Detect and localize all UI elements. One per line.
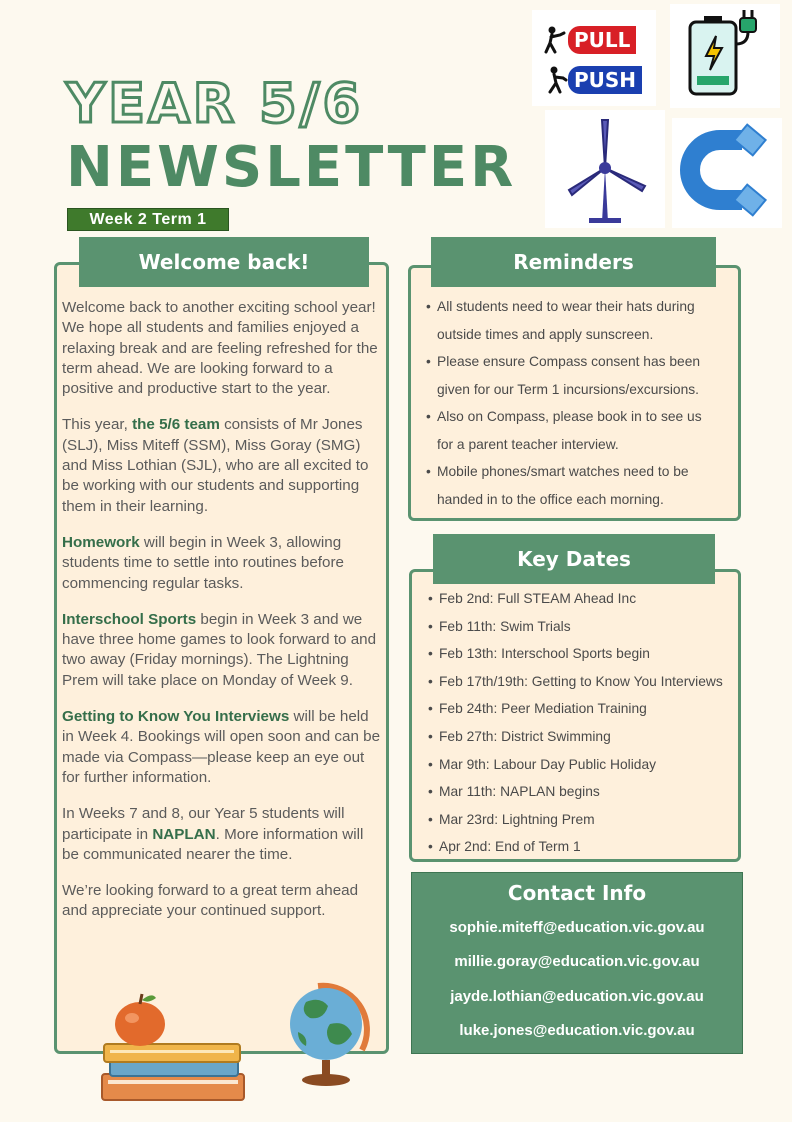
list-item: • Mar 9th: Labour Day Public Holiday: [428, 751, 738, 779]
closing-paragraph: We’re looking forward to a great term ahead and appreciate your continued support.: [62, 882, 359, 920]
key-dates-heading: Key Dates: [433, 534, 715, 584]
reminders-list: [426, 293, 736, 513]
list-item: • Feb 27th: District Swimming: [428, 723, 738, 751]
week-badge: Week 2 Term 1: [67, 208, 229, 231]
naplan-paragraph: In Weeks 7 and 8, our Year 5 students will participate in NAPLAN. More information will be communicated nearer the time.: [62, 805, 364, 863]
apple-books-icon: [96, 992, 252, 1106]
list-item: • Apr 2nd: End of Term 1: [428, 833, 738, 861]
reminders-heading: Reminders: [431, 237, 716, 287]
list-item: • Mar 11th: NAPLAN begins: [428, 778, 738, 806]
list-item: • Feb 13th: Interschool Sports begin: [428, 640, 738, 668]
list-item: • Also on Compass, please book in to see us: [426, 403, 736, 431]
contact-panel: [411, 872, 743, 1054]
contact-email[interactable]: millie.goray@education.vic.gov.au: [454, 953, 700, 971]
contact-email[interactable]: sophie.miteff@education.vic.gov.au: [449, 919, 705, 936]
pull-push-icon: [532, 10, 656, 106]
welcome-paragraph: Welcome back to another exciting school year! We hope all students and families enjoyed a relaxing break and are feeling refreshed for the term ahead. We are looking forward to a positive and productive start to the year.: [62, 299, 378, 398]
list-item: • Feb 24th: Peer Mediation Training: [428, 695, 738, 723]
title-year: YEAR 5/6: [66, 72, 364, 135]
contact-email[interactable]: jayde.lothian@education.vic.gov.au: [450, 987, 704, 1005]
contact-heading: Contact Info: [507, 881, 647, 905]
welcome-text: [62, 298, 382, 938]
list-item: for a parent teacher interview.: [437, 436, 619, 452]
globe-icon: [280, 980, 380, 1090]
list-item: given for our Term 1 incursions/excursions.: [437, 381, 699, 397]
list-item: • Feb 2nd: Full STEAM Ahead Inc: [428, 585, 738, 613]
list-item: • All students need to wear their hats during: [426, 293, 736, 321]
person-push-icon: [544, 66, 568, 94]
wind-turbine-icon: [545, 110, 665, 228]
list-item: • Feb 17th/19th: Getting to Know You Interviews: [428, 668, 738, 696]
team-paragraph: This year, the 5/6 team consists of Mr Jones (SLJ), Miss Miteff (SSM), Miss Goray (SMG) and Miss Lothian (SJL), who are all excited to be working with our students and supporting them in their learning.: [62, 416, 369, 515]
welcome-heading: Welcome back!: [79, 237, 369, 287]
title-newsletter: NEWSLETTER: [66, 135, 517, 200]
sports-paragraph: Interschool Sports begin in Week 3 and we have three home games to look forward to and two away (Friday mornings). The Lightning Prem will take place on Monday of Week 9.: [62, 610, 377, 689]
push-label: PUSH: [568, 66, 642, 94]
pull-label: PULL: [568, 26, 636, 54]
magnet-icon: [672, 118, 782, 228]
contact-email[interactable]: luke.jones@education.vic.gov.au: [459, 1021, 695, 1039]
list-item: • Mobile phones/smart watches need to be: [426, 458, 736, 486]
homework-paragraph: Homework will begin in Week 3, allowing students time to settle into routines before commencing regular tasks.: [62, 533, 344, 592]
list-item: • Please ensure Compass consent has been: [426, 348, 736, 376]
key-dates-list: [428, 585, 738, 861]
list-item: • Mar 23rd: Lightning Prem: [428, 806, 738, 834]
interviews-paragraph: Getting to Know You Interviews will be held in Week 4. Bookings will open soon and can be made via Compass—please keep an eye out for further information.: [62, 708, 381, 786]
list-item: • Feb 11th: Swim Trials: [428, 613, 738, 641]
list-item: handed in to the office each morning.: [437, 491, 664, 507]
battery-charging-icon: [670, 4, 780, 108]
list-item: outside times and apply sunscreen.: [437, 326, 654, 342]
person-pull-icon: [544, 26, 568, 54]
